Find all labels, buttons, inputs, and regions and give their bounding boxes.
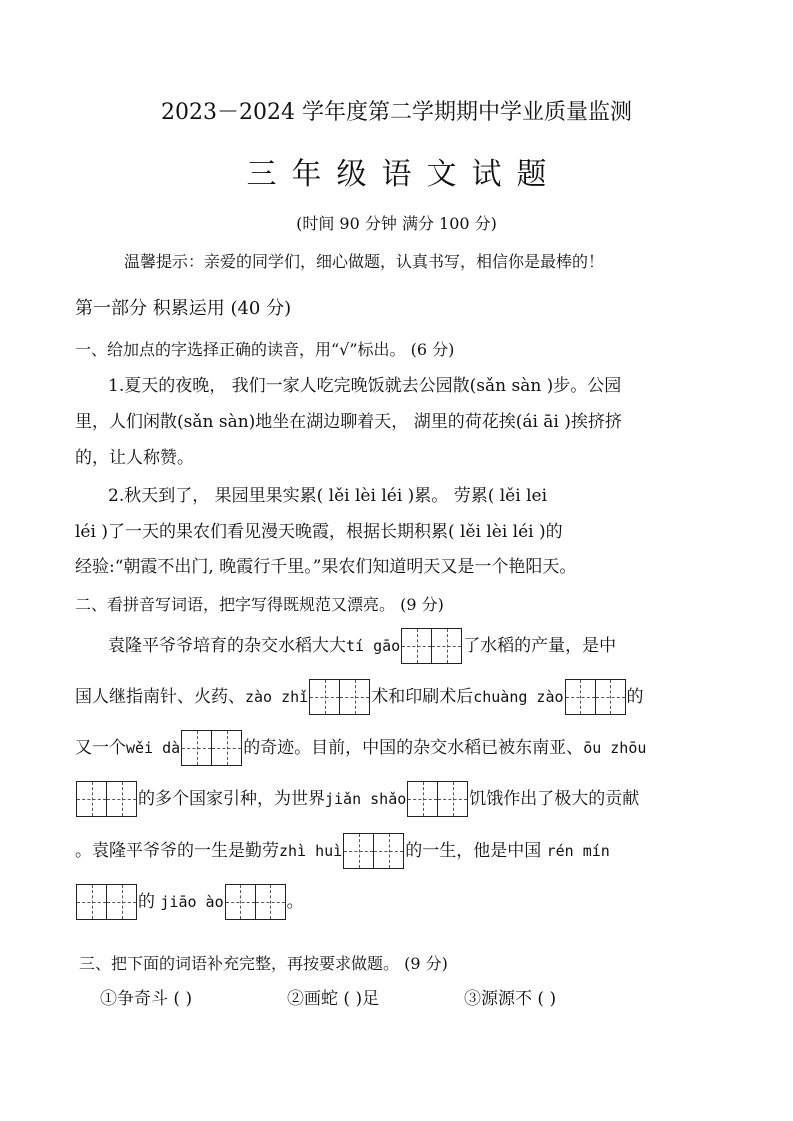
q2-text: 了水稻的产量，是中	[463, 636, 617, 656]
writing-grid[interactable]	[565, 679, 626, 715]
pinyin-prompt: jiǎn shǎo	[325, 790, 407, 808]
writing-grid[interactable]	[401, 628, 462, 664]
pinyin-prompt: rén mín	[546, 842, 610, 860]
q2-text: 的	[626, 687, 644, 707]
pinyin-prompt: chuàng zào	[473, 688, 564, 706]
time-note: (时间 90 分钟 满分 100 分)	[296, 214, 497, 233]
q2-text: 国人继指南针、火药、	[75, 687, 245, 707]
writing-grid[interactable]	[343, 833, 404, 869]
q2-text: 的多个国家引种，为世界	[138, 789, 325, 809]
writing-grid[interactable]	[76, 781, 137, 817]
q2-text: 又一个	[75, 738, 126, 758]
q2-line-3	[75, 730, 715, 766]
q3-item: ①争奇斗 ( )	[100, 989, 193, 1009]
q1-title: 一、给加点的字选择正确的读音，用“√”标出。 (6 分)	[75, 340, 455, 359]
q1-line: léi )了一天的果农们看见漫天晚霞，根据长期积累( lěi lèi léi )的	[75, 522, 563, 542]
q2-text: 的	[138, 892, 155, 912]
q3-title: 三、把下面的词语补充完整，再按要求做题。 (9 分)	[79, 954, 448, 973]
writing-grid[interactable]	[181, 730, 242, 766]
q2-text: 的奇迹。目前，中国的杂交水稻已被东南亚、	[243, 738, 584, 758]
writing-grid[interactable]	[225, 884, 286, 920]
q3-item: ③源源不 ( )	[464, 989, 557, 1009]
exam-title: 2023－2024 学年度第二学期期中学业质量监测	[161, 100, 632, 125]
exam-subject-title: 三年级语文试题	[246, 157, 562, 192]
writing-grid[interactable]	[309, 679, 370, 715]
q2-line-6	[75, 884, 715, 920]
pinyin-prompt: zào zhǐ	[245, 688, 309, 706]
q2-text: 。袁隆平爷爷的一生是勤劳	[75, 841, 279, 861]
q2-text: 。	[286, 892, 304, 912]
pinyin-prompt: tí gāo	[346, 637, 401, 655]
q1-line: 1.夏天的夜晚， 我们一家人吃完晚饭就去公园散(sǎn sàn )步。公园	[108, 376, 622, 396]
q2-line-5	[75, 833, 715, 869]
pinyin-prompt: ōu zhōu	[583, 739, 647, 757]
q2-text: 袁隆平爷爷培育的杂交水稻大大	[108, 636, 346, 656]
part1-title: 第一部分 积累运用 (40 分)	[75, 298, 292, 319]
q1-line: 里，人们闲散(sǎn sàn)地坐在湖边聊着天， 湖里的荷花挨(ái āi )挨挤挤	[75, 412, 622, 432]
tip-text: 温馨提示：亲爱的同学们，细心做题，认真书写，相信你是最棒的！	[124, 252, 605, 271]
writing-grid[interactable]	[407, 781, 468, 817]
q2-line-1	[108, 628, 748, 664]
q1-line: 的，让人称赞。	[75, 448, 194, 468]
q1-line: 2.秋天到了， 果园里果实累( lěi lèi léi )累。 劳累( lěi lei	[108, 486, 548, 506]
q2-text: 饥饿作出了极大的贡献	[469, 789, 640, 809]
pinyin-prompt: zhì huì	[279, 842, 343, 860]
writing-grid[interactable]	[76, 884, 137, 920]
q2-line-2	[75, 679, 715, 715]
q1-line: 经验:“朝霞不出门, 晚霞行千里。”果农们知道明天又是一个艳阳天。	[75, 557, 577, 577]
q2-text: 的一生，他是中国	[405, 841, 542, 861]
q2-title: 二、看拼音写词语，把字写得既规范又漂亮。 (9 分)	[75, 595, 444, 614]
q2-line-4	[75, 781, 715, 817]
pinyin-prompt: jiāo ào	[160, 893, 224, 911]
q2-text: 术和印刷术后	[371, 687, 474, 707]
pinyin-prompt: wěi dà	[126, 739, 181, 757]
q3-item: ②画蛇 ( )足	[287, 989, 380, 1009]
